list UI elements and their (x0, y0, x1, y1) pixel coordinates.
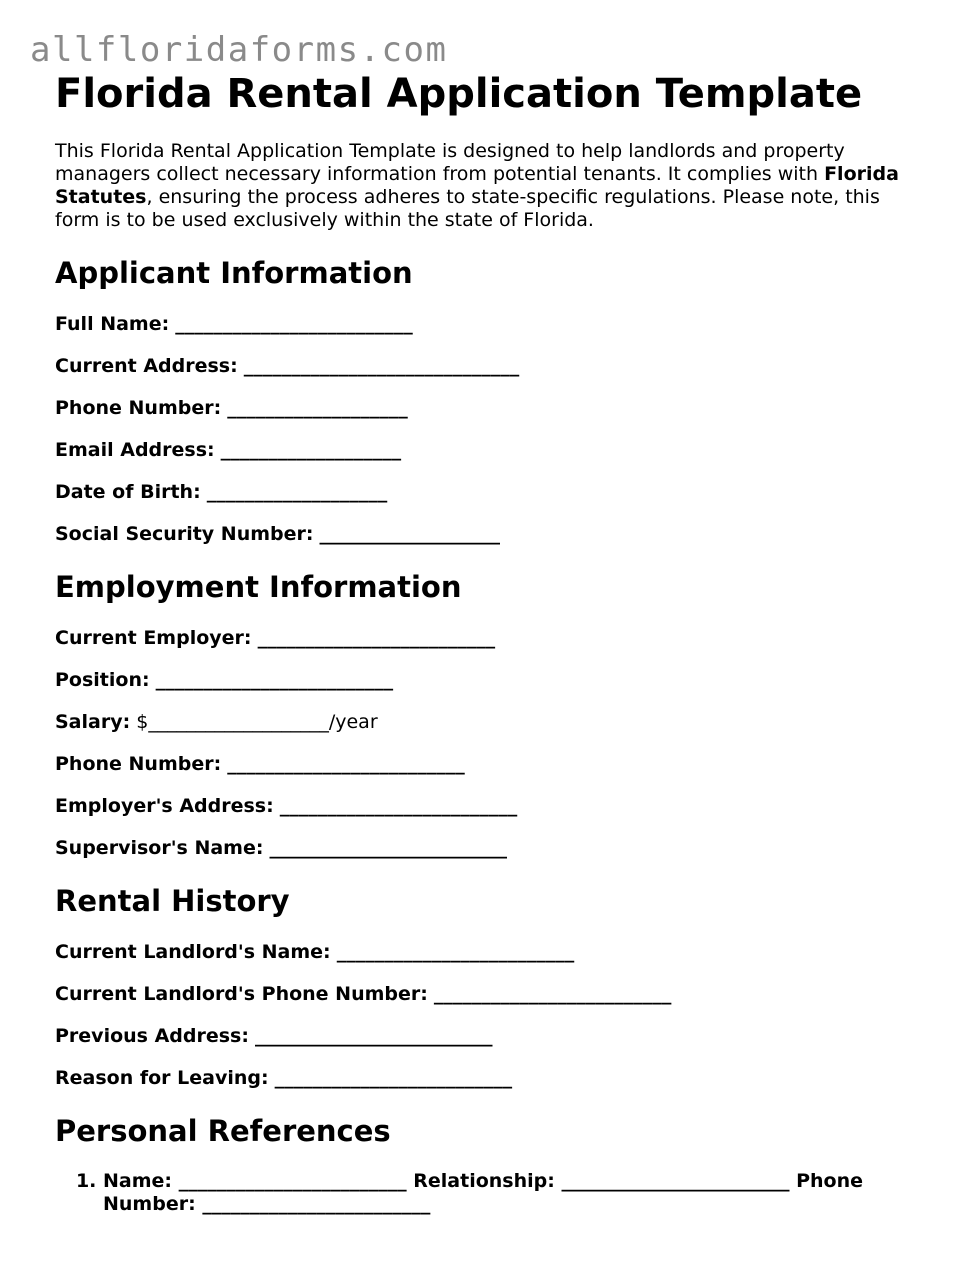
ssn-label: Social Security Number: (55, 523, 314, 545)
email-blank[interactable]: ___________________ (220, 439, 402, 461)
ssn-field[interactable] (55, 522, 915, 546)
employment-section (55, 570, 915, 860)
current-address-label: Current Address: (55, 355, 238, 377)
page-title: Florida Rental Application Template (55, 71, 863, 117)
supervisor-blank[interactable]: _________________________ (269, 837, 507, 859)
phone-label: Phone Number: (55, 397, 222, 419)
references-list (55, 1170, 915, 1216)
salary-label: Salary: (55, 711, 131, 733)
dob-blank[interactable]: ___________________ (206, 481, 388, 503)
previous-address-label: Previous Address: (55, 1025, 249, 1047)
document-body (55, 70, 915, 1216)
supervisor-field[interactable] (55, 836, 915, 860)
intro-text-1: This Florida Rental Application Template is designed to help landlords and property managers collect necessary information from potential tenants. It complies with (55, 140, 845, 185)
full-name-field[interactable] (55, 312, 915, 336)
ref-name-blank[interactable]: ________________________ (178, 1170, 407, 1192)
reason-blank[interactable]: _________________________ (274, 1067, 513, 1089)
intro-bold-statutes: Florida Statutes (55, 163, 899, 208)
rental-history-heading: Rental History (55, 884, 290, 918)
position-blank[interactable]: _________________________ (155, 669, 394, 691)
landlord-name-field[interactable] (55, 940, 915, 964)
previous-address-blank[interactable]: _________________________ (255, 1025, 493, 1047)
reference-item (103, 1170, 915, 1216)
current-address-blank[interactable]: _____________________________ (243, 355, 520, 377)
applicant-heading: Applicant Information (55, 256, 413, 290)
employer-address-blank[interactable]: _________________________ (279, 795, 518, 817)
employer-label: Current Employer: (55, 627, 252, 649)
supervisor-label: Supervisor's Name: (55, 837, 264, 859)
employer-address-field[interactable] (55, 794, 915, 818)
position-label: Position: (55, 669, 150, 691)
reason-field[interactable] (55, 1066, 915, 1090)
dob-label: Date of Birth: (55, 481, 201, 503)
dob-field[interactable] (55, 480, 915, 504)
references-heading: Personal References (55, 1114, 391, 1148)
intro-text-2: , ensuring the process adheres to state-specific regulations. Please note, this form is to be used exclusively within the state of Florida. (55, 186, 880, 231)
landlord-name-label: Current Landlord's Name: (55, 941, 331, 963)
current-address-field[interactable] (55, 354, 915, 378)
ssn-blank[interactable]: ___________________ (319, 523, 501, 545)
landlord-phone-field[interactable] (55, 982, 915, 1006)
intro-paragraph (55, 140, 915, 232)
previous-address-field[interactable] (55, 1024, 915, 1048)
position-field[interactable] (55, 668, 915, 692)
employer-phone-blank[interactable]: _________________________ (227, 753, 465, 775)
ref-name-label: Name: (103, 1170, 173, 1192)
landlord-name-blank[interactable]: _________________________ (336, 941, 575, 963)
employer-blank[interactable]: _________________________ (257, 627, 496, 649)
applicant-section (55, 256, 915, 546)
full-name-blank[interactable]: _________________________ (175, 313, 413, 335)
full-name-label: Full Name: (55, 313, 170, 335)
phone-field[interactable] (55, 396, 915, 420)
ref-relationship-label: Relationship: (413, 1170, 555, 1192)
employer-phone-label: Phone Number: (55, 753, 222, 775)
rental-history-section (55, 884, 915, 1090)
employer-field[interactable] (55, 626, 915, 650)
email-field[interactable] (55, 438, 915, 462)
employer-address-label: Employer's Address: (55, 795, 274, 817)
email-label: Email Address: (55, 439, 215, 461)
reason-label: Reason for Leaving: (55, 1067, 269, 1089)
landlord-phone-blank[interactable]: _________________________ (433, 983, 672, 1005)
employer-phone-field[interactable] (55, 752, 915, 776)
references-section (55, 1114, 915, 1216)
salary-field[interactable] (55, 710, 915, 734)
phone-blank[interactable]: ___________________ (227, 397, 408, 419)
landlord-phone-label: Current Landlord's Phone Number: (55, 983, 428, 1005)
ref-relationship-blank[interactable]: ________________________ (561, 1170, 790, 1192)
salary-blank[interactable]: $___________________/year (136, 711, 378, 733)
ref-phone-blank[interactable]: ________________________ (202, 1193, 431, 1215)
site-watermark: allfloridaforms.com (30, 30, 448, 70)
employment-heading: Employment Information (55, 570, 462, 604)
ref-phone-label: Phone Number: (103, 1170, 864, 1215)
